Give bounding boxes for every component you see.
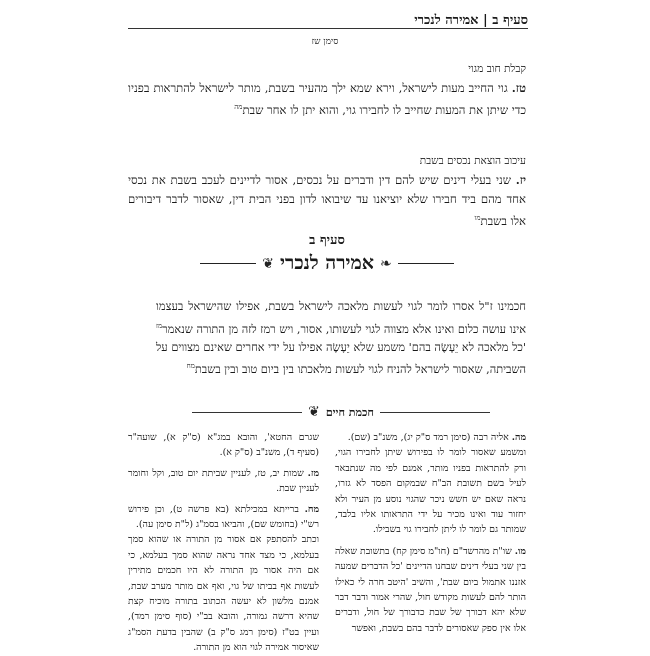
siman-label: סימן שז <box>311 37 339 47</box>
note-entry: מו. שו"ת מהרשד"ם (חו"מ סימן קח) בתשובת שאלה בין שני בעלי דינים שבחנו הדיינים 'כל הדברים שמעה אזננו אתמול ביום שבת', והשיב 'היטב חרה לי כאילו הותר להם לעשות מקודש חול, שהרי אמור ודבר דבר שלא יהא דבורך של שבת כדבורך של חול, ודברים אלו אין ספק שאסורים לדבר בהם בשבת, ואפשר <box>334 545 526 634</box>
paragraph-body <box>128 171 526 231</box>
note-entry: ומשמע שאסור לומר לו בפירוש שיתן לחבירו הגוי, ורק להתראות בפניו מותר, אמנם לפי מה שנתבאר לעיל בשם תשובת הב"ח שבמקום הפסד לא גזרו, נראה שאם יש חשש ניכר שהגוי נוסע מן העיר ולא יחזור עוד ואינו מכיר על ידי התראותו אליו בלבד, שמותר גם לומר לו ליתן לחבירו גוי בשבילו. <box>335 447 526 536</box>
note-entry: שגרם החטא', והובא במג"א (ס"ק א), שועה"ר (סעיף ד), משנ"ב (ס"ק א). <box>128 432 319 459</box>
subheading: קבלת חוב מגוי <box>468 63 526 75</box>
commentary-column-left <box>128 430 320 654</box>
section-title: אמירה לנכרי <box>280 252 374 274</box>
commentary-columns <box>128 430 526 654</box>
divider-line <box>380 412 490 413</box>
section-heading <box>128 232 526 275</box>
commentary-divider <box>156 404 526 420</box>
footnote-marker: מו <box>474 214 481 222</box>
commentary-title: חכמת חיים <box>325 405 374 419</box>
intro-text-continued: 'כל מלאכה לא יֵעָשֶׂה בהם' משמע שלא יֵעָשֶׂה אפילו על ידי אחרים שאינם מצווים על השביתה, שאסור לישראל להניח לגוי לעשות מלאכתו בין ביום טוב ובין בשבת <box>156 340 526 377</box>
paragraph-body <box>128 79 526 120</box>
paragraph-text: שני בעלי דינים שיש להם דין ודברים על נכסים, אסור לדיינים לעכב בשבת את נכסי אחד מהם ביד חבירו שלא יוציאנו עד שיבואו לדון בפני הבית דין, שאסור לדבר דיבורים אלו בשבת <box>128 173 526 228</box>
footnote-marker: מה <box>234 103 243 111</box>
paragraph-text: גוי החייב מעות לישראל, וירא שמא ילך מהעיר בשבת, מותר לישראל להתראות בפניו כדי שיתן את המעות שחייב לו לחבירו גוי, והוא יתן לו אחר שבת <box>128 81 526 117</box>
paragraph-number: יז. <box>515 173 527 187</box>
note-entry: מה. אליה רבה (סימן רמד ס"ק יג), משנ"ב (שם). <box>347 432 526 443</box>
note-entry: וכתב להסתפק אם אסור מן התורה או שהוא סמך בעלמא, כי מצד אחד נראה שהוא סמך בעלמא, כי אם היה אסור מן התורה לא היו חכמים מתירין לעשות אף בביתו של גוי, ואף אם מותר מערב שבת, אמנם מלשון לא יעשה הכתוב בתורה מוכיח קצת שהיא דרשה גמורה, והובא בב"י (סוף סימן רמד), ועיין בט"ז (סימן רמג ס"ק ב) שהבין בדעת הסמ"ג שאיסור אמירה לגוי הוא מן התורה. <box>128 534 319 654</box>
flourish-icon: ❧ <box>380 255 392 272</box>
note-entry: מח. ברייתא במכילתא (בא פרשה ט), וכן פירוש רש"י (בחומש שם), והביאו בסמ"ג (ל"ת סימן עה). <box>128 503 320 531</box>
paragraph-number: טז. <box>511 81 526 95</box>
flourish-icon: ❦ <box>308 404 320 420</box>
subheading: עיכוב הוצאת נכסים בשבת <box>419 155 526 167</box>
paragraph-17 <box>128 152 526 231</box>
footnote-marker: מז <box>156 321 163 330</box>
intro-text: חכמינו ז"ל אסרו לומר לגוי לעשות מלאכה לישראל בשבת, אפילו שהישראל בעצמו אינו עושה כלום ואינו אלא מצווה לגוי לעשותו, אסור, ויש רמז לזה מן התורה שנאמר <box>156 300 526 336</box>
note-entry: מז. שמות יב, טז, לעניין שביתת יום טוב, וקל וחומר לעניין שבת. <box>128 467 319 495</box>
commentary-column-right <box>335 430 526 650</box>
section-title-row <box>128 252 526 275</box>
section-label: סעיף ב <box>309 233 345 248</box>
running-head-section: סעיף ב | אמירה לנכרי <box>414 13 528 28</box>
running-header <box>128 6 528 29</box>
intro-paragraph <box>156 298 526 380</box>
ornament-line <box>200 263 256 264</box>
ornament-line <box>398 263 454 264</box>
footnote-marker: מח <box>186 362 195 371</box>
paragraph-16 <box>128 60 526 120</box>
flourish-icon: ❦ <box>262 255 274 272</box>
divider-line <box>192 412 302 413</box>
